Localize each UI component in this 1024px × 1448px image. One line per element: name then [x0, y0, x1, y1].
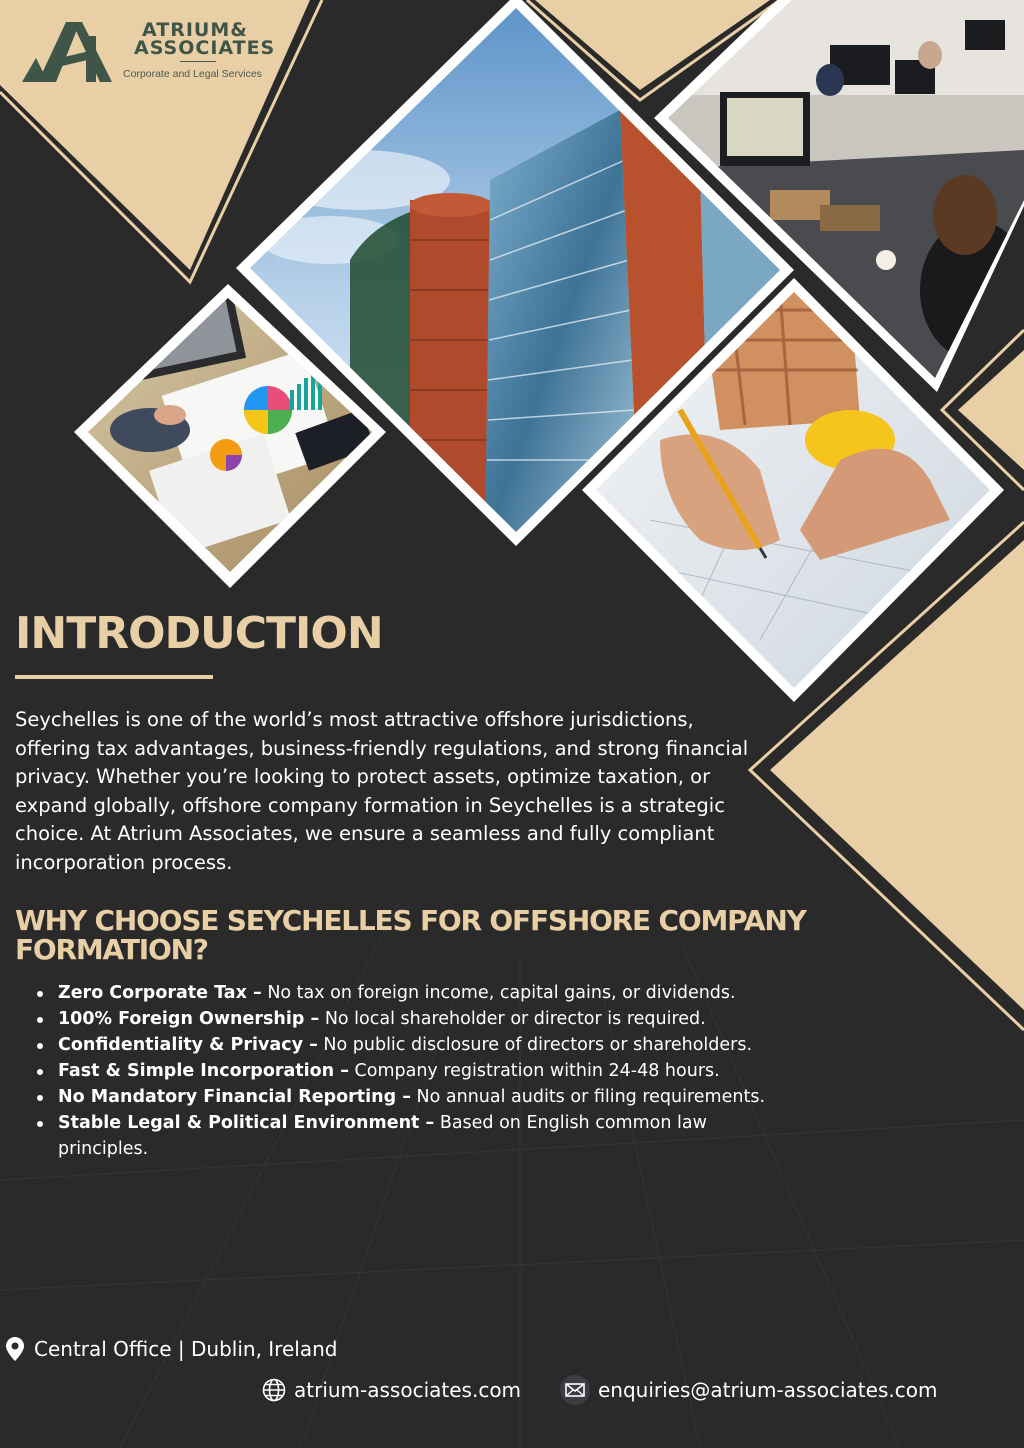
- address-text: Central Office | Dublin, Ireland: [34, 1337, 338, 1361]
- list-item: [15, 980, 775, 1006]
- benefit-text: No local shareholder or director is required.: [319, 1009, 706, 1029]
- list-item: [15, 1058, 775, 1084]
- list-item: [15, 1006, 775, 1032]
- list-item: [15, 1084, 775, 1110]
- heading-underline: [15, 675, 213, 679]
- benefit-text: No annual audits or filing requirements.: [410, 1087, 766, 1107]
- benefit-text: Company registration within 24-48 hours.: [348, 1061, 720, 1081]
- location-pin-icon: [6, 1337, 24, 1361]
- logo-divider: [180, 61, 216, 62]
- brand-name-line2: ASSOCIATES: [134, 37, 276, 59]
- list-item: [15, 1110, 775, 1162]
- website-text[interactable]: atrium-associates.com: [294, 1378, 522, 1402]
- email-link[interactable]: [560, 1374, 937, 1406]
- benefit-label: Fast & Simple Incorporation –: [58, 1061, 349, 1081]
- ah-monogram-icon: [20, 16, 116, 84]
- website-link[interactable]: [262, 1374, 521, 1406]
- benefit-label: No Mandatory Financial Reporting –: [58, 1087, 411, 1107]
- email-text[interactable]: enquiries@atrium-associates.com: [598, 1378, 938, 1402]
- why-heading: WHY CHOOSE SEYCHELLES FOR OFFSHORE COMPANY FORMATION?: [15, 904, 806, 966]
- globe-icon: [262, 1378, 286, 1402]
- list-item: [15, 1032, 775, 1058]
- benefit-text: Based on English common law principles.: [58, 1113, 707, 1159]
- office-address: [6, 1334, 337, 1364]
- benefit-label: Stable Legal & Political Environment –: [58, 1113, 435, 1133]
- benefit-text: No public disclosure of directors or shareholders.: [317, 1035, 753, 1055]
- benefit-label: 100% Foreign Ownership –: [58, 1009, 320, 1029]
- benefit-text: No tax on foreign income, capital gains, or dividends.: [261, 983, 736, 1003]
- intro-heading: INTRODUCTION: [15, 608, 383, 659]
- brand-name-line1: ATRIUM&: [142, 19, 248, 41]
- brand-tagline: Corporate and Legal Services: [123, 68, 262, 80]
- benefits-list: [15, 980, 775, 1162]
- envelope-icon: [560, 1375, 590, 1405]
- benefit-label: Zero Corporate Tax –: [58, 983, 262, 1003]
- intro-paragraph: Seychelles is one of the world’s most attractive offshore jurisdictions, offering tax advantages, business-friendly regulations, and strong financial privacy. Whether you’re looking to protect assets, optimize taxation, or expand globally, offshore company formation in Seychelles is a strategic choice. At Atrium Associates, we ensure a seamless and fully compliant incorporation process.: [15, 708, 749, 874]
- company-logo: [20, 14, 280, 86]
- benefit-label: Confidentiality & Privacy –: [58, 1035, 318, 1055]
